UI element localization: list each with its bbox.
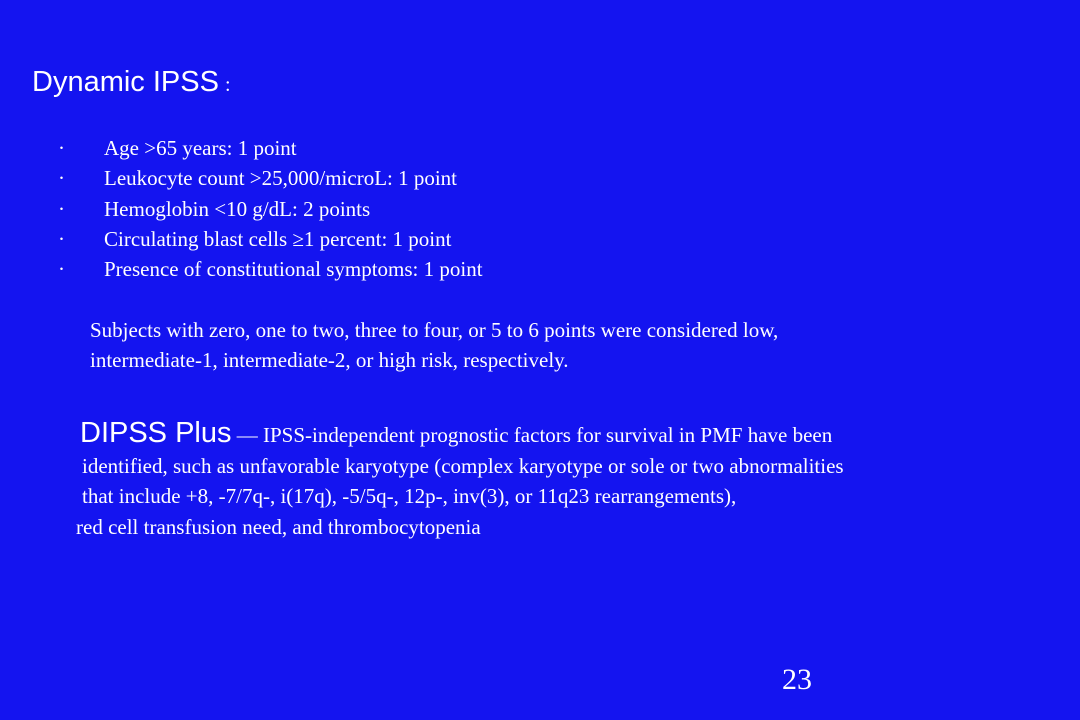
list-item [58, 224, 483, 254]
title-colon: : [224, 74, 231, 96]
dipss-line: red cell transfusion need, and thrombocytopenia [76, 514, 481, 539]
summary-line: Subjects with zero, one to two, three to four, or 5 to 6 points were considered low, [90, 318, 779, 342]
summary-line: intermediate-1, intermediate-2, or high risk, respectively. [90, 348, 569, 372]
page-number: 23 [782, 663, 812, 696]
criterion-text: Hemoglobin <10 g/dL: 2 points [104, 196, 371, 221]
risk-summary-paragraph [90, 315, 1010, 375]
bullet-dot-icon: · [58, 257, 65, 282]
criterion-text: Circulating blast cells ≥1 percent: 1 point [104, 226, 452, 251]
criterion-text: Leukocyte count >25,000/microL: 1 point [104, 166, 458, 191]
dipss-line: identified, such as unfavorable karyotype (complex karyotype or sole or two abnormalities [82, 453, 844, 478]
dipss-line [76, 418, 1066, 451]
bullet-dot-icon: · [58, 196, 65, 221]
scoring-criteria-list [58, 133, 483, 284]
list-item [58, 194, 483, 224]
list-item [58, 163, 483, 193]
dipss-plus-paragraph [76, 418, 1066, 542]
title-text: Dynamic IPSS [32, 66, 219, 98]
bullet-dot-icon: · [58, 166, 65, 191]
list-item [58, 133, 483, 163]
dipss-line-text: — IPSS-independent prognostic factors for survival in PMF have been [231, 423, 833, 447]
list-item [58, 254, 483, 284]
dipss-plus-heading: DIPSS Plus [80, 417, 232, 449]
bullet-dot-icon: · [58, 136, 65, 160]
criterion-text: Presence of constitutional symptoms: 1 point [104, 257, 483, 282]
bullet-dot-icon: · [58, 226, 65, 251]
criterion-text: Age >65 years: 1 point [104, 136, 297, 160]
slide-title [32, 64, 231, 103]
dipss-line: that include +8, -7/7q-, i(17q), -5/5q-, 12p-, inv(3), or 11q23 rearrangements), [82, 484, 737, 508]
